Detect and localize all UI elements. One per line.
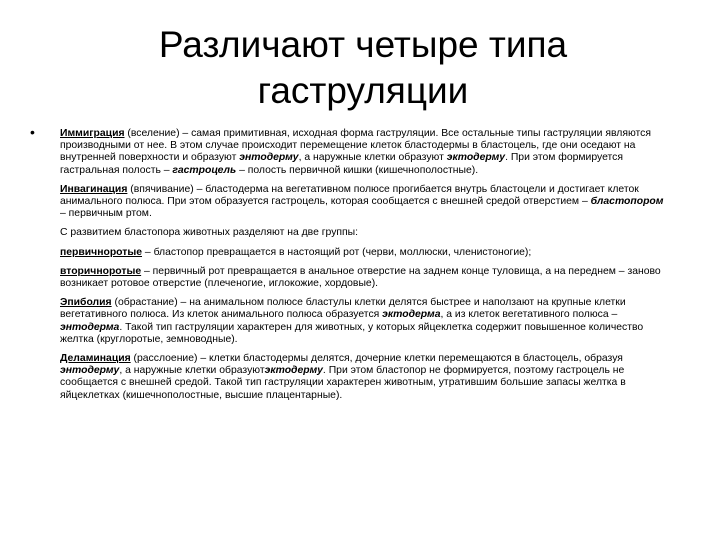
term-invagination: Инвагинация (60, 183, 128, 195)
text: (вселение) – самая примитивная, исходная форма гаструляции. Все остальные типы гаструляции являются производными от нее. В этом случае происходит перемещение клеток бластодермы в бластоцель, где они оседают на внутренней поверхности и образуют (60, 128, 652, 164)
text: – полость первичной кишки (кишечнополостные). (236, 164, 479, 176)
text: , а наружные клетки образуют (119, 365, 265, 377)
paragraph-immigration (60, 128, 670, 177)
term-deuterostomes: вторичноротые (60, 265, 142, 277)
term-immigration: Иммиграция (60, 128, 125, 139)
slide-title-line-2: гаструляции (257, 70, 469, 111)
text: . Такой тип гаструляции характерен для животных, у которых яйцеклетка содержит повышенное количество желтка (круглоротые, земноводные). (60, 321, 644, 345)
paragraph-delamination (60, 353, 670, 402)
bullet-icon: • (30, 124, 35, 140)
keyword-endoderm: энтодерму (239, 152, 299, 164)
text: . При этом формируется гастральная полость – (60, 152, 623, 176)
text: (обрастание) – на анимальном полюсе бластулы клетки делятся быстрее и наползают на крупные клетки вегетативного полюса. Из клеток анимального полюса образуется (60, 297, 626, 321)
keyword-endoderm: энтодерма (60, 321, 120, 333)
paragraph-epiboly (60, 297, 670, 346)
text: – первичным ртом. (60, 208, 152, 220)
text: – первичный рот превращается в анальное отверстие на заднем конце туловища, а на переднем – заново возникает ротовое отверстие (плеченогие, иглокожие, хордовые). (60, 265, 661, 290)
keyword-ectoderm: эктодерму (264, 365, 323, 377)
slide-title-line-1: Различают четыре типа (158, 24, 568, 65)
slide-title (108, 22, 618, 114)
term-protostomes: первичноротые (60, 246, 143, 258)
keyword-blastopore: бластопором (590, 196, 664, 208)
paragraph-deuterostomes (60, 266, 670, 290)
keyword-ectoderm: эктодерму (446, 152, 506, 164)
text: (расслоение) – клетки бластодермы делятся, дочерние клетки перемещаются в бластоцель, образуя (130, 353, 623, 365)
text: (впячивание) – бластодерма на вегетативном полюсе прогибается внутрь бластоцели и достигает клеток анимального полюса. При этом образуется гастроцель, которая сообщается с внешней средой отверстием – (60, 183, 639, 208)
term-delamination: Деламинация (60, 353, 131, 365)
keyword-endoderm: энтодерму (60, 365, 120, 377)
paragraph-invagination (60, 184, 670, 221)
text: – бластопор превращается в настоящий рот (черви, моллюски, членистоногие); (142, 246, 532, 258)
keyword-gastrocoel: гастроцель (172, 164, 237, 176)
text: . При этом бластопор не формируется, поэтому гастроцель не сообщается с внешней средой. Такой тип гаструляции характерен животным, утратившим большие запасы желтка в яйцеклетках (кишечнополостные, высшие плацентарные). (60, 365, 626, 401)
text: , а наружные клетки образуют (298, 152, 447, 164)
text: , а из клеток вегетативного полюса – (440, 309, 618, 321)
paragraph-blastopore-intro: С развитием бластопора животных разделяют на две группы: (60, 227, 359, 239)
term-epiboly: Эпиболия (60, 297, 112, 309)
keyword-ectoderm: эктодерма (382, 309, 441, 321)
paragraph-protostomes (60, 247, 670, 259)
slide-body (60, 128, 670, 409)
